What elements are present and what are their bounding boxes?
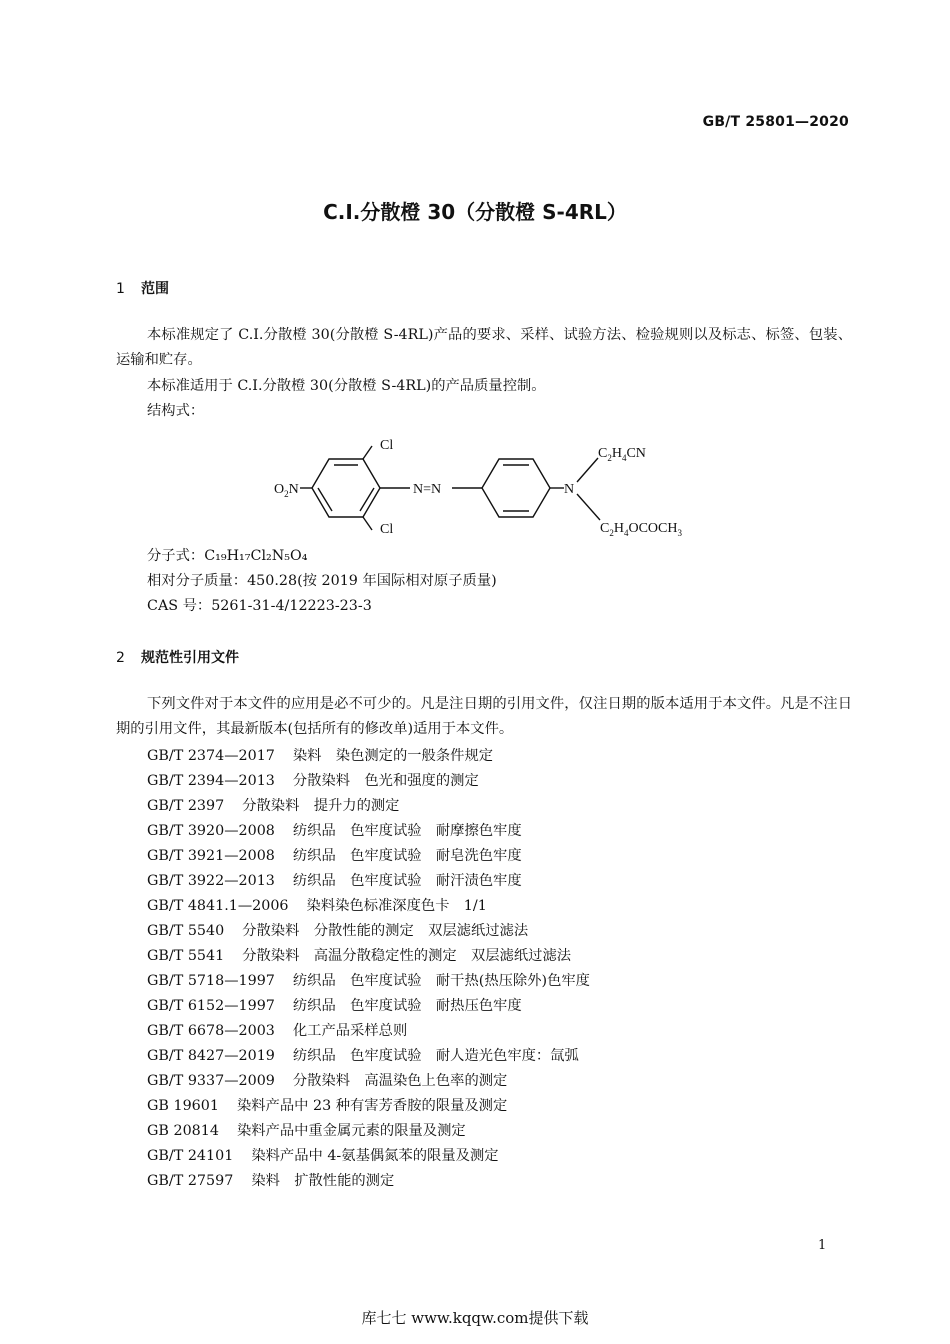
reference-item: [147, 870, 522, 890]
reference-title: 染料 染色测定的一般条件规定: [292, 748, 494, 764]
section-number: 1: [116, 281, 125, 297]
reference-code: GB/T 3920—2008: [147, 823, 275, 839]
formula-label: 分子式：: [147, 548, 205, 564]
mass-value: 450.28(按 2019 年国际相对原子质量): [247, 573, 497, 589]
reference-title: 分散染料 提升力的测定: [242, 798, 400, 814]
cas-value: 5261-31-4/12223-23-3: [211, 598, 372, 614]
reference-item: [147, 970, 590, 990]
section-number: 2: [116, 650, 125, 666]
references-intro: 下列文件对于本文件的应用是必不可少的。凡是注日期的引用文件，仅注日期的版本适用于本文件。凡是不注日期的引用文件，其最新版本(包括所有的修改单)适用于本文件。: [116, 696, 852, 737]
reference-code: GB/T 2394—2013: [147, 773, 275, 789]
reference-title: 纺织品 色牢度试验 耐摩擦色牢度: [292, 823, 522, 839]
amine-nitrogen-label: N: [564, 482, 575, 497]
reference-code: GB/T 4841.1—2006: [147, 898, 289, 914]
section-title: 规范性引用文件: [141, 650, 239, 666]
reference-item: [147, 945, 571, 965]
azo-group-label: N=N: [413, 482, 442, 497]
reference-code: GB/T 3922—2013: [147, 873, 275, 889]
reference-item: [147, 895, 487, 915]
reference-code: GB 20814: [147, 1123, 219, 1139]
reference-code: GB/T 27597: [147, 1173, 234, 1189]
cyanoethyl-label: $C_2H_4CN$: [598, 446, 646, 463]
reference-title: 染料产品中重金属元素的限量及测定: [236, 1123, 466, 1139]
reference-item: [147, 1120, 466, 1140]
formula-value: C₁₉H₁₇Cl₂N₅O₄: [204, 548, 308, 564]
reference-title: 分散染料 高温染色上色率的测定: [292, 1073, 508, 1089]
reference-code: GB/T 2374—2017: [147, 748, 275, 764]
section-1-heading: [116, 278, 169, 298]
reference-title: 分散染料 分散性能的测定 双层滤纸过滤法: [242, 923, 529, 939]
reference-title: 染料产品中 4-氨基偶氮苯的限量及测定: [251, 1148, 499, 1164]
reference-item: [147, 845, 522, 865]
page-number: 1: [818, 1238, 827, 1253]
reference-code: GB/T 5718—1997: [147, 973, 275, 989]
reference-code: GB/T 6152—1997: [147, 998, 275, 1014]
reference-item: [147, 1070, 507, 1090]
reference-code: GB/T 24101: [147, 1148, 234, 1164]
reference-title: 化工产品采样总则: [292, 1023, 408, 1039]
reference-code: GB/T 2397: [147, 798, 225, 814]
nitro-group-label: $O_2N$: [274, 482, 299, 499]
scope-paragraph-2: 本标准适用于 C.I.分散橙 30(分散橙 S-4RL)的产品质量控制。: [147, 378, 546, 394]
reference-item: [147, 1170, 394, 1190]
section-2-heading: [116, 647, 239, 667]
chlorine-bottom-label: Cl: [380, 522, 394, 537]
acetoxyethyl-label: $C_2H_4OCOCH_3$: [600, 521, 682, 538]
reference-title: 纺织品 色牢度试验 耐干热(热压除外)色牢度: [292, 973, 590, 989]
reference-item: [147, 995, 522, 1015]
reference-code: GB/T 9337—2009: [147, 1073, 275, 1089]
download-footer: 库七七 www.kqqw.com提供下载: [361, 1309, 589, 1327]
reference-item: [147, 1095, 507, 1115]
reference-code: GB/T 5540: [147, 923, 225, 939]
reference-code: GB/T 5541: [147, 948, 225, 964]
section-title: 范围: [141, 281, 169, 297]
reference-item: [147, 795, 399, 815]
reference-title: 染料 扩散性能的测定: [251, 1173, 395, 1189]
reference-title: 纺织品 色牢度试验 耐人造光色牢度：氙弧: [292, 1048, 579, 1064]
reference-title: 分散染料 色光和强度的测定: [292, 773, 479, 789]
reference-item: [147, 1020, 407, 1040]
reference-item: [147, 1145, 499, 1165]
document-title: C.I.分散橙 30（分散橙 S-4RL）: [323, 200, 627, 224]
reference-title: 染料染色标准深度色卡 1/1: [306, 898, 487, 914]
reference-item: [147, 1045, 579, 1065]
reference-code: GB/T 3921—2008: [147, 848, 275, 864]
reference-title: 纺织品 色牢度试验 耐热压色牢度: [292, 998, 522, 1014]
reference-item: [147, 920, 528, 940]
reference-title: 染料产品中 23 种有害芳香胺的限量及测定: [236, 1098, 508, 1114]
scope-paragraph-1: 本标准规定了 C.I.分散橙 30(分散橙 S-4RL)产品的要求、采样、试验方法、检验规则以及标志、标签、包装、运输和贮存。: [116, 327, 852, 368]
chlorine-top-label: Cl: [380, 438, 394, 453]
reference-code: GB/T 8427—2019: [147, 1048, 275, 1064]
reference-title: 分散染料 高温分散稳定性的测定 双层滤纸过滤法: [242, 948, 572, 964]
standard-number: GB/T 25801—2020: [702, 114, 849, 130]
reference-title: 纺织品 色牢度试验 耐皂洗色牢度: [292, 848, 522, 864]
reference-item: [147, 820, 522, 840]
cas-label: CAS 号：: [147, 598, 212, 614]
reference-item: [147, 745, 493, 765]
molecular-formula: [147, 545, 307, 565]
reference-item: [147, 770, 479, 790]
cas-number: [147, 595, 372, 615]
reference-code: GB/T 6678—2003: [147, 1023, 275, 1039]
chemical-structure: [270, 432, 710, 544]
reference-title: 纺织品 色牢度试验 耐汗渍色牢度: [292, 873, 522, 889]
reference-code: GB 19601: [147, 1098, 219, 1114]
molecular-mass: [147, 570, 497, 590]
structure-label: 结构式：: [147, 403, 205, 419]
mass-label: 相对分子质量：: [147, 573, 248, 589]
